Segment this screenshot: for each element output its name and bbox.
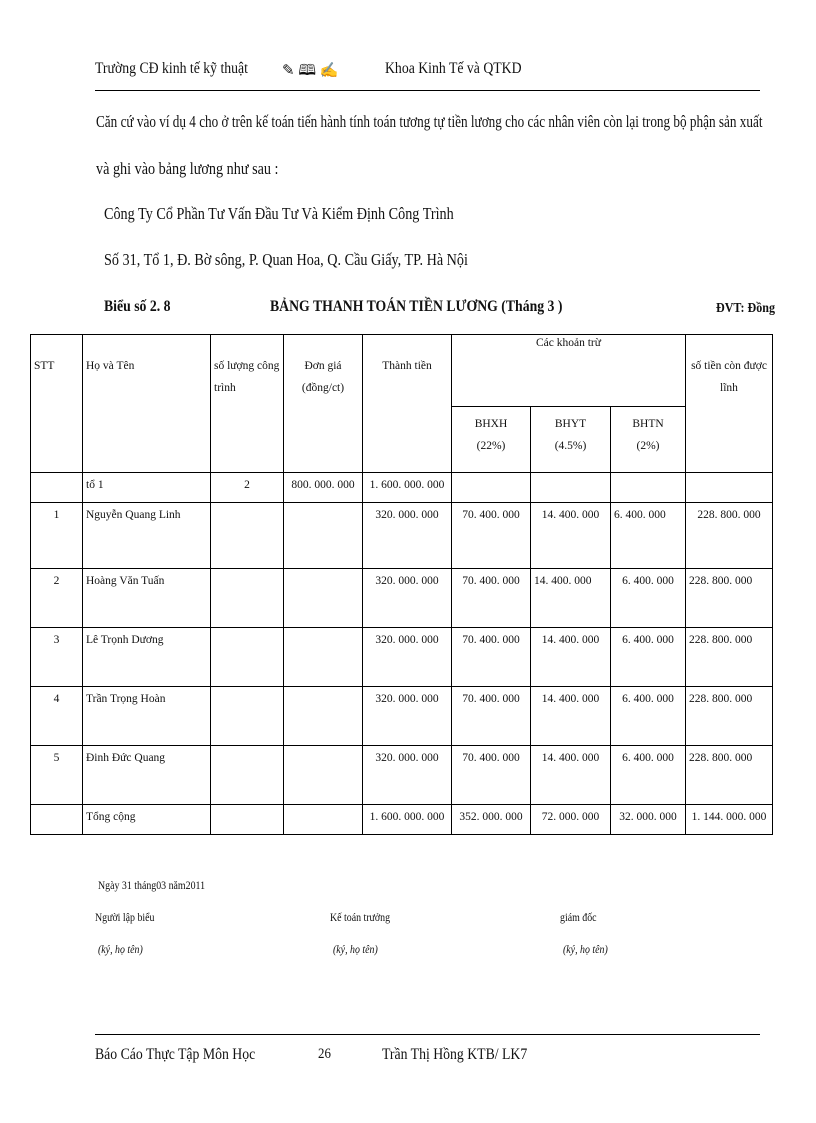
col-header-qty: số lượng công trình <box>211 335 284 473</box>
company-name: Công Ty Cổ Phần Tư Vấn Đầu Tư Và Kiểm Định Công Trình <box>104 204 454 223</box>
row-amount: 320. 000. 000 <box>363 503 452 569</box>
row-amount: 320. 000. 000 <box>363 746 452 805</box>
col-header-deductions: Các khoản trừ <box>452 335 686 407</box>
col-header-bhyt: BHYT (4.5%) <box>531 407 611 473</box>
col-header-bhtn: BHTN (2%) <box>611 407 686 473</box>
total-bhtn: 32. 000. 000 <box>611 805 686 835</box>
row-bhxh: 70. 400. 000 <box>452 746 531 805</box>
col-header-remaining: số tiền còn được lĩnh <box>686 335 773 473</box>
table-unit: ĐVT: Đồng <box>716 301 775 316</box>
total-bhxh: 352. 000. 000 <box>452 805 531 835</box>
header-faculty: Khoa Kinh Tế và QTKD <box>385 60 522 77</box>
total-remaining: 1. 144. 000. 000 <box>686 805 773 835</box>
row-amount: 320. 000. 000 <box>363 569 452 628</box>
row-name: Hoàng Văn Tuấn <box>83 569 211 628</box>
footer-divider <box>95 1034 760 1035</box>
row-name: Trần Trọng Hoàn <box>83 687 211 746</box>
table-title: BẢNG THANH TOÁN TIỀN LƯƠNG (Tháng 3 ) <box>270 298 563 315</box>
row-name: Đinh Đức Quang <box>83 746 211 805</box>
row-stt: 4 <box>31 687 83 746</box>
team-qty: 2 <box>211 473 284 503</box>
row-bhyt: 14. 400. 000 <box>531 687 611 746</box>
row-stt: 5 <box>31 746 83 805</box>
team-amount: 1. 600. 000. 000 <box>363 473 452 503</box>
company-address: Số 31, Tổ 1, Đ. Bờ sông, P. Quan Hoa, Q. Cầu Giấy, TP. Hà Nội <box>104 250 468 269</box>
table-row <box>31 628 773 687</box>
signature-accountant: Kế toán trưởng <box>330 912 391 924</box>
row-bhtn: 6. 400. 000 <box>611 746 686 805</box>
header-divider <box>95 90 760 91</box>
row-name: Lê Trọnh Dương <box>83 628 211 687</box>
col-header-stt: STT <box>31 335 83 473</box>
col-header-price: Đơn giá (đồng/ct) <box>284 335 363 473</box>
row-remaining: 228. 800. 000 <box>686 569 773 628</box>
row-bhxh: 70. 400. 000 <box>452 569 531 628</box>
table-row <box>31 746 773 805</box>
row-name: Nguyễn Quang Linh <box>83 503 211 569</box>
row-bhyt: 14. 400. 000 <box>531 628 611 687</box>
row-bhtn: 6. 400. 000 <box>611 628 686 687</box>
team-row <box>31 473 773 503</box>
table-label: Biểu số 2. 8 <box>104 298 171 315</box>
signature-note-director: (ký, họ tên) <box>563 944 608 956</box>
row-bhyt: 14. 400. 000 <box>531 569 611 628</box>
footer-page-number: 26 <box>318 1046 331 1062</box>
row-bhtn: 6. 400. 000 <box>611 687 686 746</box>
team-name: tổ 1 <box>83 473 211 503</box>
row-bhxh: 70. 400. 000 <box>452 503 531 569</box>
signature-date: Ngày 31 tháng03 năm2011 <box>98 880 206 892</box>
signature-note-preparer: (ký, họ tên) <box>98 944 143 956</box>
row-bhxh: 70. 400. 000 <box>452 628 531 687</box>
col-header-name: Họ và Tên <box>83 335 211 473</box>
row-remaining: 228. 800. 000 <box>686 687 773 746</box>
table-row <box>31 569 773 628</box>
row-remaining: 228. 800. 000 <box>686 746 773 805</box>
header-ornament-icon: ✎ 🕮 ✍ <box>282 63 339 79</box>
footer-author: Trần Thị Hồng KTB/ LK7 <box>382 1046 528 1063</box>
payroll-table <box>30 334 773 835</box>
col-header-bhxh: BHXH (22%) <box>452 407 531 473</box>
row-remaining: 228. 800. 000 <box>686 628 773 687</box>
total-bhyt: 72. 000. 000 <box>531 805 611 835</box>
signature-note-accountant: (ký, họ tên) <box>333 944 378 956</box>
row-bhyt: 14. 400. 000 <box>531 503 611 569</box>
signature-director: giám đốc <box>560 912 597 924</box>
intro-line-1: Căn cứ vào ví dụ 4 cho ở trên kế toán tiến hành tính toán tương tự tiền lương cho các nhân viên còn lại trong bộ phận sản xuất <box>96 112 763 131</box>
total-amount: 1. 600. 000. 000 <box>363 805 452 835</box>
header-school: Trường CĐ kinh tế kỹ thuật <box>95 60 248 77</box>
row-amount: 320. 000. 000 <box>363 628 452 687</box>
table-header-row <box>31 335 773 407</box>
table-row <box>31 503 773 569</box>
signature-preparer: Người lập biểu <box>95 912 155 924</box>
team-price: 800. 000. 000 <box>284 473 363 503</box>
row-remaining: 228. 800. 000 <box>686 503 773 569</box>
row-bhxh: 70. 400. 000 <box>452 687 531 746</box>
row-amount: 320. 000. 000 <box>363 687 452 746</box>
row-stt: 3 <box>31 628 83 687</box>
row-stt: 2 <box>31 569 83 628</box>
total-row <box>31 805 773 835</box>
row-bhtn: 6. 400. 000 <box>611 503 686 569</box>
footer-report: Báo Cáo Thực Tập Môn Học <box>95 1046 256 1063</box>
col-header-amount: Thành tiền <box>363 335 452 473</box>
table-row <box>31 687 773 746</box>
total-label: Tổng cộng <box>83 805 211 835</box>
intro-line-2: và ghi vào bảng lương như sau : <box>96 159 279 178</box>
row-stt: 1 <box>31 503 83 569</box>
row-bhtn: 6. 400. 000 <box>611 569 686 628</box>
row-bhyt: 14. 400. 000 <box>531 746 611 805</box>
